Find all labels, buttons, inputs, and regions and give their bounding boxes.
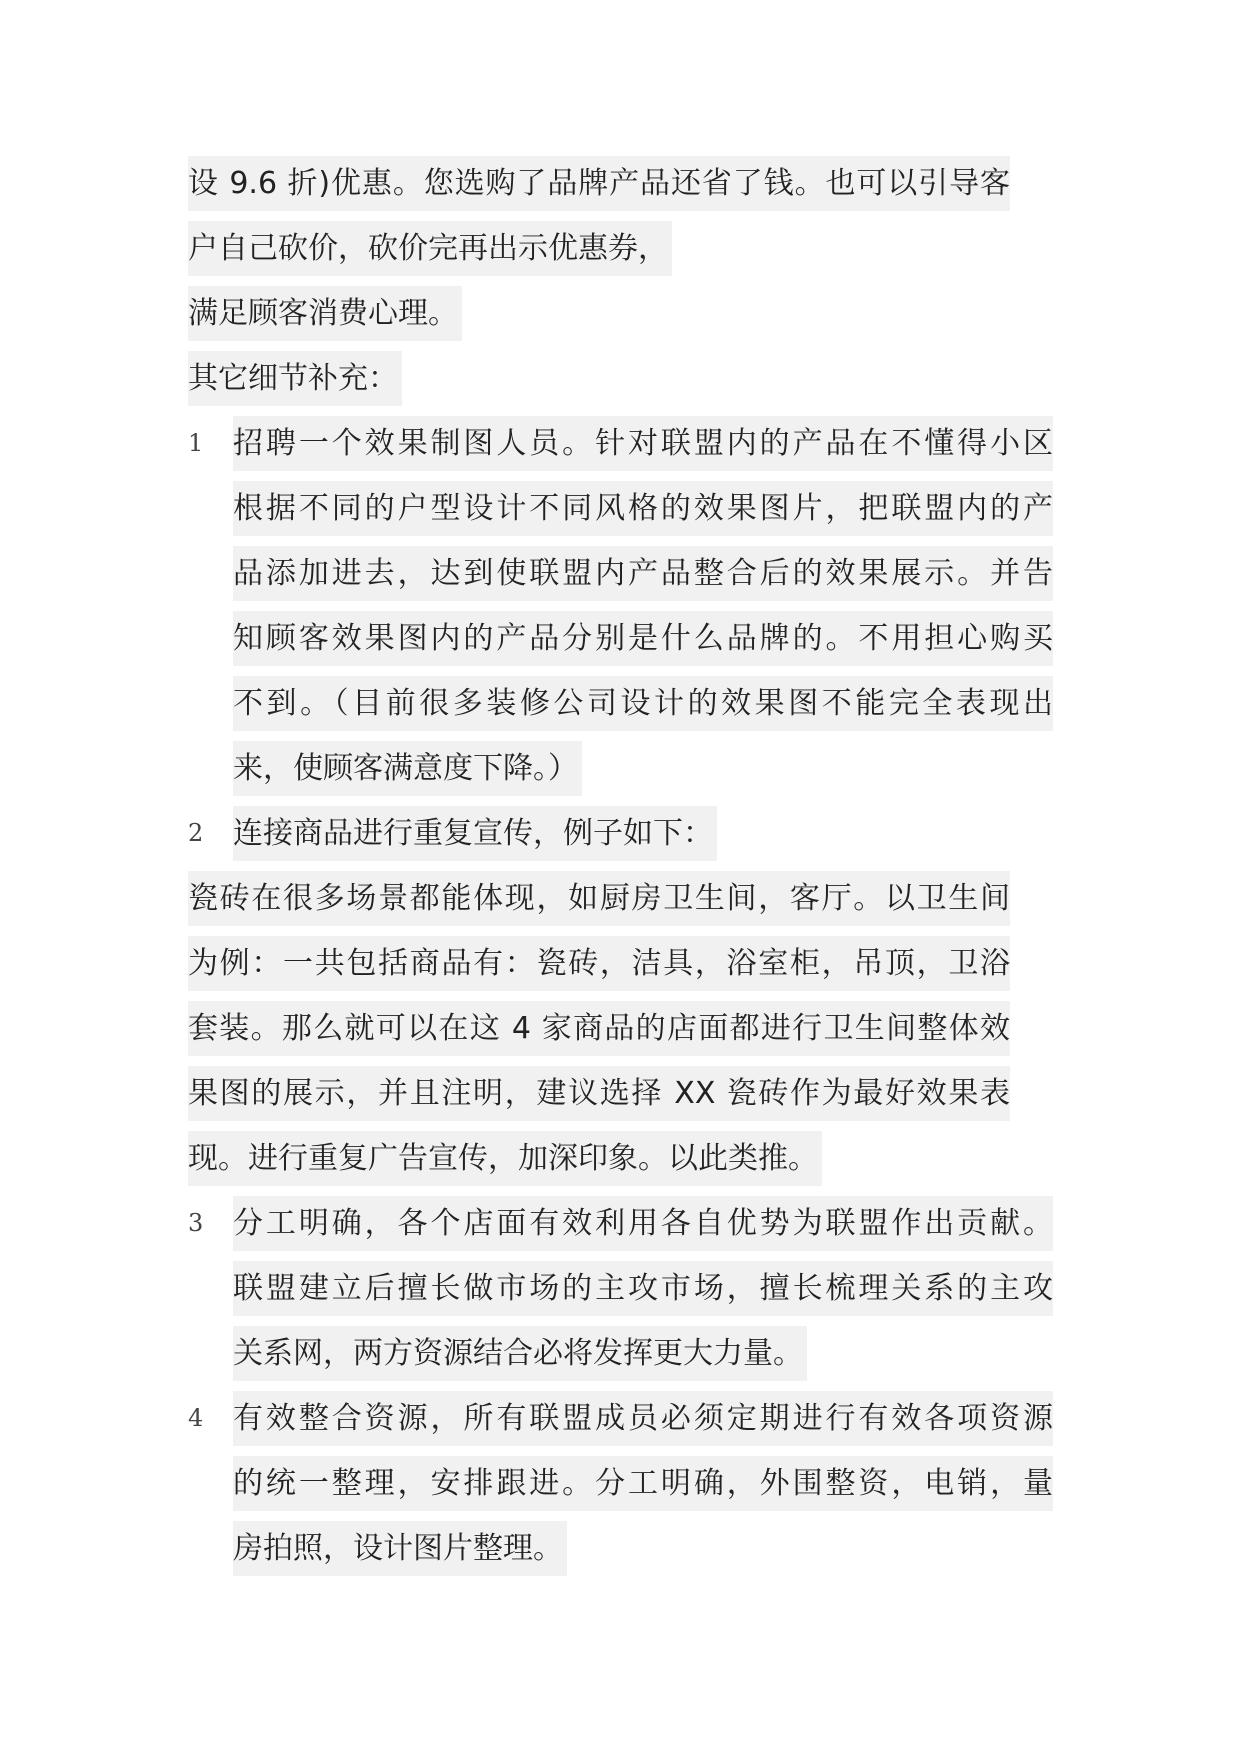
item-4-line-1: 有效整合资源，所有联盟成员必须定期进行有效各项资源 — [233, 1391, 1053, 1446]
item-2-continuation-4: 果图的展示，并且注明，建议选择 XX 瓷砖作为最好效果表 — [188, 1066, 1010, 1121]
intro-line-3: 满足顾客消费心理。 — [188, 286, 462, 341]
item-2-continuation-2: 为例：一共包括商品有：瓷砖，洁具，浴室柜，吊顶，卫浴 — [188, 936, 1010, 991]
list-number-3: 3 — [188, 1209, 204, 1237]
item-4-line-2: 的统一整理，安排跟进。分工明确，外围整资，电销，量 — [233, 1456, 1053, 1511]
item-2-continuation-1: 瓷砖在很多场景都能体现，如厨房卫生间，客厅。以卫生间 — [188, 871, 1010, 926]
item-4-line-3: 房拍照，设计图片整理。 — [233, 1521, 567, 1576]
item-3-line-2: 联盟建立后擅长做市场的主攻市场，擅长梳理关系的主攻 — [233, 1261, 1053, 1316]
section-heading: 其它细节补充： — [188, 351, 402, 406]
item-1-line-1: 招聘一个效果制图人员。针对联盟内的产品在不懂得小区 — [233, 416, 1053, 471]
item-3-line-3: 关系网，两方资源结合必将发挥更大力量。 — [233, 1326, 807, 1381]
item-2-line-1: 连接商品进行重复宣传，例子如下： — [233, 806, 717, 861]
item-2-continuation-5: 现。进行重复广告宣传，加深印象。以此类推。 — [188, 1131, 822, 1186]
intro-line-2: 户自己砍价，砍价完再出示优惠券， — [188, 221, 672, 276]
list-number-4: 4 — [188, 1404, 204, 1432]
item-1-line-6: 来，使顾客满意度下降。） — [233, 741, 582, 796]
item-1-line-5: 不到。（目前很多装修公司设计的效果图不能完全表现出 — [233, 676, 1053, 731]
list-number-1: 1 — [188, 429, 204, 457]
item-3-line-1: 分工明确，各个店面有效利用各自优势为联盟作出贡献。 — [233, 1196, 1053, 1251]
intro-line-1: 设 9.6 折)优惠。您选购了品牌产品还省了钱。也可以引导客 — [188, 156, 1010, 211]
item-1-line-3: 品添加进去，达到使联盟内产品整合后的效果展示。并告 — [233, 546, 1053, 601]
item-1-line-2: 根据不同的户型设计不同风格的效果图片，把联盟内的产 — [233, 481, 1053, 536]
item-1-line-4: 知顾客效果图内的产品分别是什么品牌的。不用担心购买 — [233, 611, 1053, 666]
list-number-2: 2 — [188, 819, 204, 847]
item-2-continuation-3: 套装。那么就可以在这 4 家商品的店面都进行卫生间整体效 — [188, 1001, 1010, 1056]
